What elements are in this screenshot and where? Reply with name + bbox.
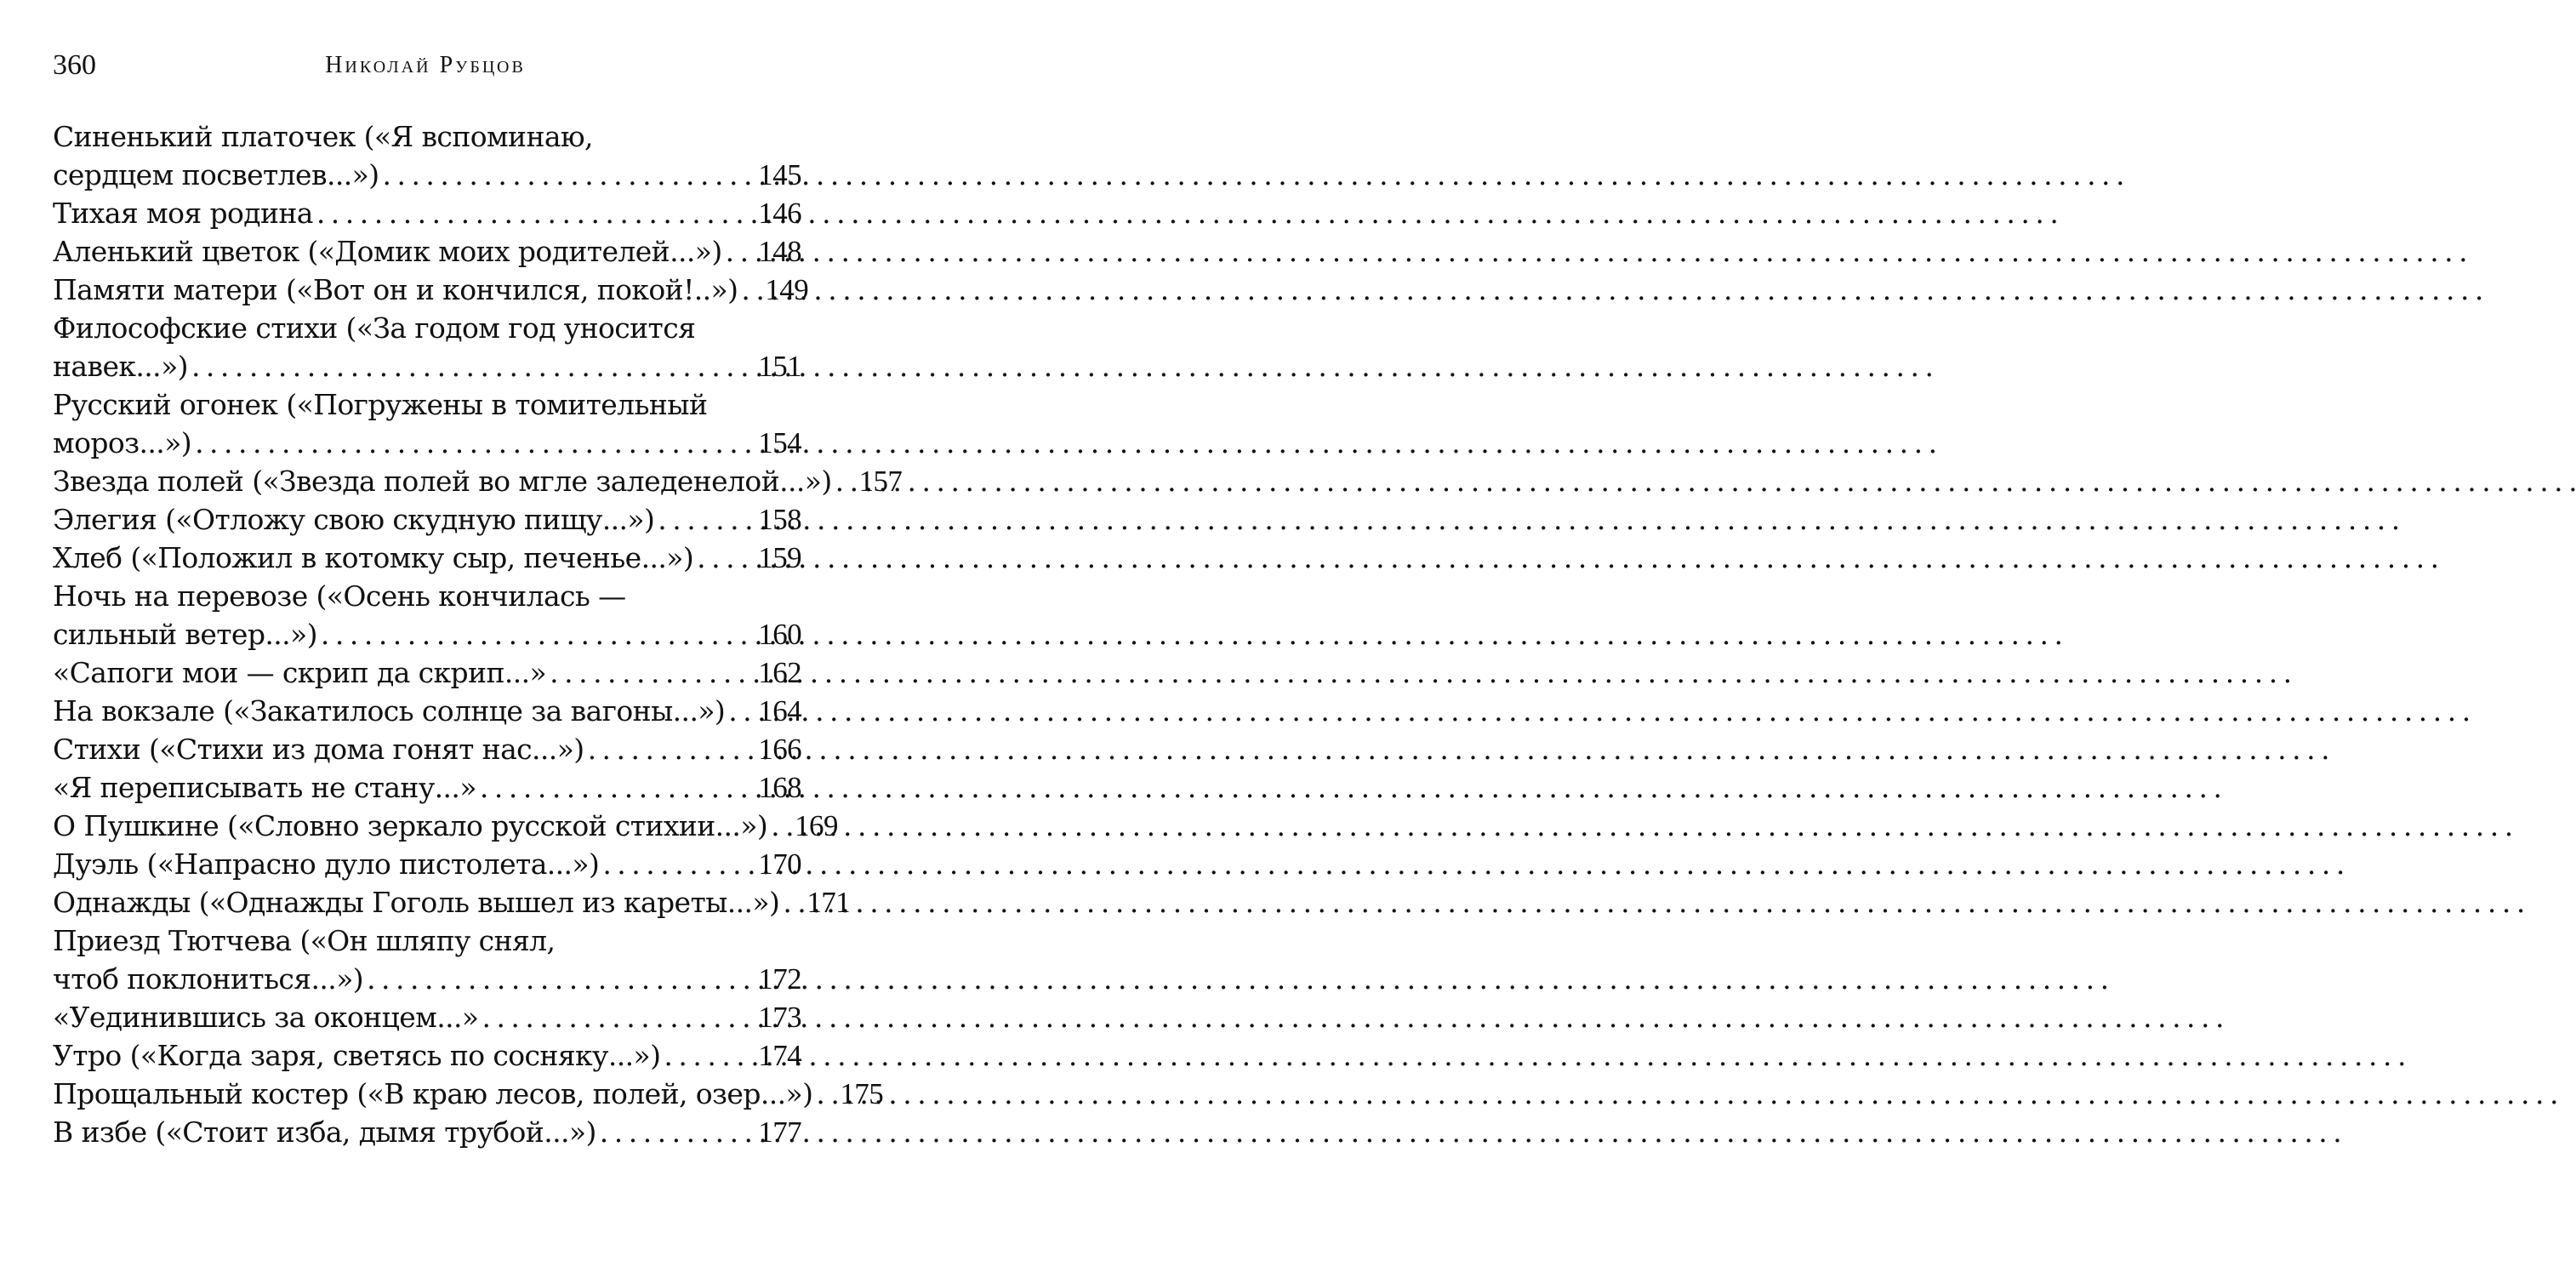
- toc-entry[interactable]: [53, 807, 838, 845]
- toc-entry-last-line: [53, 615, 801, 653]
- toc-entry[interactable]: [53, 998, 801, 1036]
- toc-entry-title: Звезда полей («Звезда полей во мгле заледенелой...»): [53, 465, 832, 498]
- toc-entry-last-line: [53, 883, 851, 922]
- toc-page-number: 159: [758, 541, 801, 574]
- toc-entry-last-line: [53, 539, 801, 577]
- running-head-author: Николай Рубцов: [325, 52, 526, 78]
- toc-entry[interactable]: [53, 1036, 801, 1075]
- toc-entry[interactable]: [53, 922, 801, 998]
- toc-entry-title: сильный ветер...»): [53, 618, 317, 651]
- toc-entry-last-line: [53, 730, 801, 768]
- toc-page-number: 146: [758, 197, 801, 230]
- toc-page-number: 149: [765, 273, 809, 306]
- dot-leader: [771, 807, 791, 845]
- toc-entry-title: сердцем посветлев...»): [53, 158, 379, 191]
- toc-entry[interactable]: [53, 271, 809, 309]
- dot-leader: [195, 424, 755, 462]
- toc-entry-last-line: [53, 1036, 801, 1075]
- toc-page-number: 173: [758, 1001, 801, 1034]
- toc-entry[interactable]: [53, 653, 801, 692]
- dot-leader: [658, 500, 755, 539]
- toc-entry-title: Прощальный костер («В краю лесов, полей, озер...»): [53, 1077, 813, 1110]
- dot-leader: [835, 462, 856, 500]
- dot-leader: [726, 232, 755, 271]
- toc-entry-title: Стихи («Стихи из дома гонят нас...»): [53, 733, 584, 766]
- toc-page-number: 157: [858, 465, 903, 498]
- toc-page-number: 170: [758, 847, 801, 881]
- toc-entry-last-line: [53, 424, 801, 462]
- toc-entry[interactable]: [53, 385, 801, 462]
- toc-entry-title: О Пушкине («Словно зеркало русской стихии...»): [53, 809, 768, 842]
- toc-entry-title: Аленький цветок («Домик моих родителей...»): [53, 235, 722, 268]
- toc-entry-title-line: Ночь на перевозе («Осень кончилась —: [53, 579, 626, 613]
- toc-page-number: 160: [758, 618, 801, 651]
- toc-page-number: 158: [758, 503, 801, 536]
- book-page: [0, 0, 903, 1261]
- toc-entry-last-line: [53, 462, 903, 500]
- toc-page-number: 166: [758, 733, 801, 766]
- toc-page-number: 174: [758, 1039, 801, 1072]
- dot-leader: [588, 730, 755, 768]
- dot-leader: [816, 1075, 836, 1113]
- dot-leader: [482, 998, 755, 1036]
- toc-entry-title: «Уединившись за оконцем...»: [53, 1001, 479, 1034]
- toc-page-number: 162: [758, 656, 801, 689]
- dot-leader: [321, 615, 755, 653]
- toc-page-number: 175: [840, 1077, 884, 1110]
- toc-entry-title: «Сапоги мои — скрип да скрип...»: [53, 656, 547, 689]
- toc-entry[interactable]: [53, 768, 801, 807]
- toc-entry-title: Утро («Когда заря, светясь по сосняку...»): [53, 1039, 661, 1072]
- dot-leader: [664, 1036, 755, 1075]
- toc-page-number: 145: [758, 158, 801, 191]
- dot-leader: [367, 960, 755, 998]
- toc-entry-last-line: [53, 807, 838, 845]
- toc-entry[interactable]: [53, 1075, 884, 1113]
- toc-page-number: 164: [758, 694, 801, 728]
- toc-entry-title: В избе («Стоит изба, дымя трубой...»): [53, 1116, 596, 1149]
- toc-entry-title: мороз...»): [53, 426, 192, 459]
- toc-entry-title: чтоб поклониться...»): [53, 962, 364, 996]
- toc-entry-title: Элегия («Отложу свою скудную пищу...»): [53, 503, 655, 536]
- dot-leader: [316, 194, 755, 232]
- toc-entry-last-line: [53, 768, 801, 807]
- toc-page-number: 168: [758, 771, 801, 804]
- dot-leader: [741, 271, 761, 309]
- toc-entry-last-line: [53, 232, 801, 271]
- toc-entry-last-line: [53, 998, 801, 1036]
- toc-entry-title: Дуэль («Напрасно дуло пистолета...»): [53, 847, 600, 881]
- toc-entry[interactable]: [53, 1113, 801, 1151]
- toc-entry-title-line: Приезд Тютчева («Он шляпу снял,: [53, 924, 556, 957]
- toc-entry[interactable]: [53, 232, 801, 271]
- table-of-contents: [53, 117, 903, 1151]
- toc-entry-last-line: [53, 271, 809, 309]
- toc-entry[interactable]: [53, 194, 801, 232]
- dot-leader: [382, 156, 755, 194]
- toc-entry-title: «Я переписывать не стану...»: [53, 771, 476, 804]
- page-number: 360: [53, 49, 96, 81]
- toc-entry[interactable]: [53, 539, 801, 577]
- toc-entry-last-line: [53, 1113, 801, 1151]
- toc-page-number: 154: [758, 426, 801, 459]
- toc-entry-title: Однажды («Однажды Гоголь вышел из кареты...»): [53, 886, 780, 919]
- toc-entry[interactable]: [53, 500, 801, 539]
- toc-entry-last-line: [53, 845, 801, 883]
- toc-entry[interactable]: [53, 462, 903, 500]
- dot-leader: [600, 1113, 755, 1151]
- toc-entry[interactable]: [53, 845, 801, 883]
- dot-leader: [783, 883, 803, 922]
- toc-entry[interactable]: [53, 883, 851, 922]
- toc-entry[interactable]: [53, 692, 801, 730]
- toc-entry-title-line: Философские стихи («За годом год уносится: [53, 311, 696, 345]
- toc-entry[interactable]: [53, 117, 801, 194]
- toc-entry-title-line: Синенький платочек («Я вспоминаю,: [53, 120, 593, 153]
- toc-entry-title: навек...»): [53, 350, 188, 383]
- toc-entry-last-line: [53, 692, 801, 730]
- toc-entry-title: На вокзале («Закатилось солнце за вагоны...»): [53, 694, 726, 728]
- dot-leader: [697, 539, 755, 577]
- toc-entry-title: Хлеб («Положил в котомку сыр, печенье...»): [53, 541, 694, 574]
- toc-entry-last-line: [53, 960, 801, 998]
- running-head: [53, 44, 798, 87]
- toc-page-number: 172: [758, 962, 801, 996]
- toc-entry[interactable]: [53, 309, 801, 385]
- toc-entry-title: Памяти матери («Вот он и кончился, покой!..»): [53, 273, 738, 306]
- toc-page-number: 148: [758, 235, 801, 268]
- dot-leader: [728, 692, 755, 730]
- toc-page-number: 171: [806, 886, 851, 919]
- toc-page-number: 177: [758, 1116, 801, 1149]
- dot-leader: [480, 768, 755, 807]
- toc-entry-title: Тихая моя родина: [53, 197, 313, 230]
- toc-entry-title-line: Русский огонек («Погружены в томительный: [53, 388, 708, 421]
- toc-entry-last-line: [53, 1075, 884, 1113]
- dot-leader: [602, 845, 755, 883]
- toc-page-number: 151: [758, 350, 801, 383]
- toc-entry-last-line: [53, 347, 801, 385]
- toc-entry[interactable]: [53, 577, 801, 653]
- dot-leader: [550, 653, 755, 692]
- toc-entry-last-line: [53, 194, 801, 232]
- toc-entry-last-line: [53, 156, 801, 194]
- toc-entry[interactable]: [53, 730, 801, 768]
- toc-page-number: 169: [795, 809, 838, 842]
- toc-entry-last-line: [53, 653, 801, 692]
- dot-leader: [191, 347, 755, 385]
- toc-entry-last-line: [53, 500, 801, 539]
